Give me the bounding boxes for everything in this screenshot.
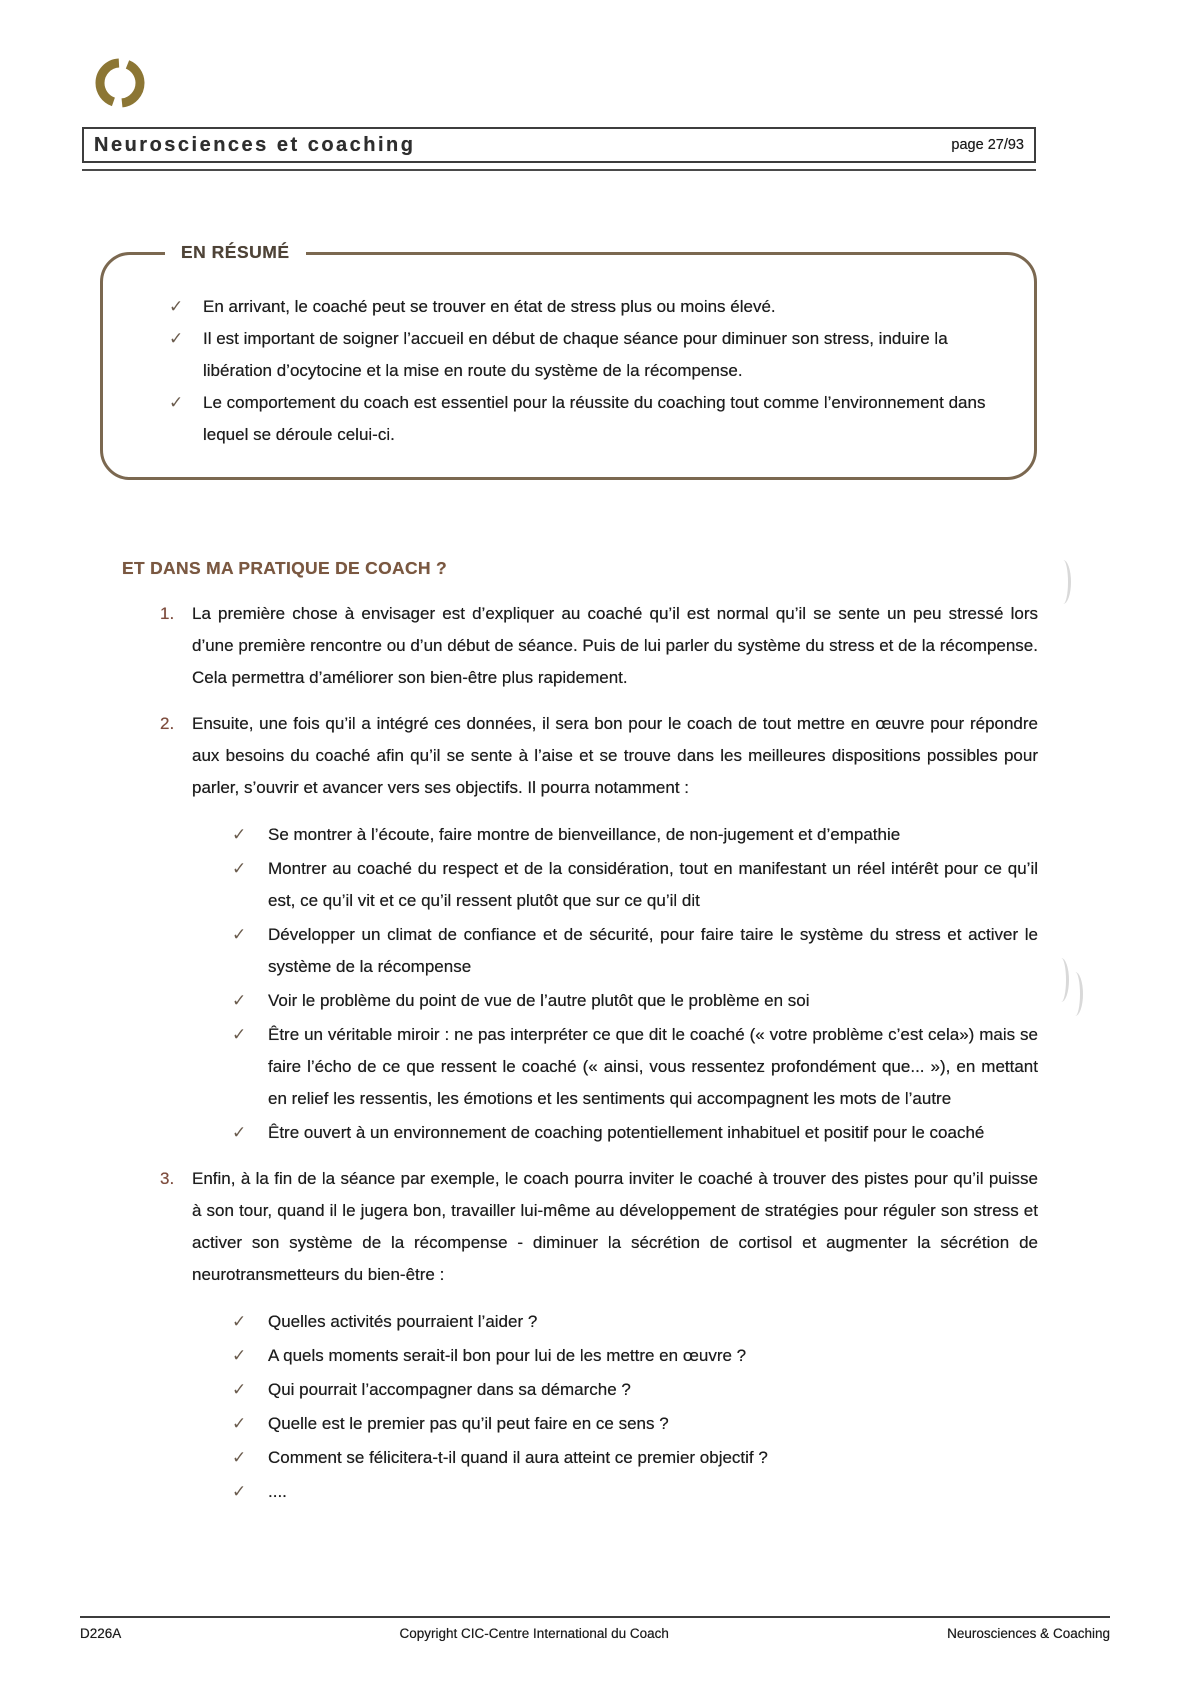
bullet-text: Voir le problème du point de vue de l’autre plutôt que le problème en soi [268,991,810,1010]
bullet-text: Quelle est le premier pas qu’il peut faire en ce sens ? [268,1414,669,1433]
step-1 [160,598,1038,694]
step-2-bullet-list [192,817,1038,1149]
bullet-item [232,1408,1038,1440]
step-number: 2. [160,714,175,733]
header-bar [82,127,1036,163]
bullet-text: A quels moments serait-il bon pour lui de les mettre en œuvre ? [268,1346,747,1365]
step-number: 3. [160,1169,175,1188]
section-heading: ET DANS MA PRATIQUE DE COACH ? [122,558,447,578]
summary-item-list [103,255,1034,451]
summary-box [100,242,1037,480]
bullet-text: Développer un climat de confiance et de sécurité, pour faire taire le système du stress et activer le système de la récompense [268,925,1038,976]
checkmark-icon: ✓ [169,297,184,316]
checkmark-icon: ✓ [232,1123,247,1142]
bullet-item [232,1476,1038,1508]
step-3 [160,1163,1038,1508]
footer-divider [80,1616,1110,1618]
header-divider [82,169,1036,171]
bullet-text: Qui pourrait l’accompagner dans sa démarche ? [268,1380,631,1399]
summary-item [169,323,1000,387]
checkmark-icon: ✓ [232,1346,247,1365]
bullet-item [232,853,1038,917]
summary-box-title: EN RÉSUMÉ [165,242,306,263]
bullet-text: Comment se félicitera-t-il quand il aura atteint ce premier objectif ? [268,1448,768,1467]
checkmark-icon: ✓ [232,1448,247,1467]
summary-item-text: Il est important de soigner l’accueil en début de chaque séance pour diminuer son stress, induire la libération d’ocytocine et la mise en route du système de la récompense. [203,329,948,380]
checkmark-icon: ✓ [232,825,247,844]
footer-course-name: Neurosciences & Coaching [947,1626,1110,1641]
bullet-text: Se montrer à l’écoute, faire montre de bienveillance, de non-jugement et d’empathie [268,825,901,844]
step-number: 1. [160,604,175,623]
summary-item-text: Le comportement du coach est essentiel pour la réussite du coaching tout comme l’environnement dans lequel se déroule celui-ci. [203,393,986,444]
bullet-text: Quelles activités pourraient l’aider ? [268,1312,538,1331]
footer-document-code: D226A [80,1626,122,1641]
bullet-text: Être un véritable miroir : ne pas interpréter ce que dit le coaché (« votre problème c’est cela») mais se faire l’écho de ce que ressent le coaché (« ainsi, vous ressentez profondément que... »), en mettant en relief les ressentis, les émotions et les sentiments qui accompagnent les mots de l’autre [268,1025,1038,1108]
bullet-item [232,919,1038,983]
bullet-item [232,1340,1038,1372]
bullet-item [232,1306,1038,1338]
numbered-step-list [160,598,1038,1508]
bullet-item [232,985,1038,1017]
summary-item [169,291,1000,323]
page-number-label: page 27/93 [951,137,1024,153]
step-text: La première chose à envisager est d’expliquer au coaché qu’il est normal qu’il se sente un peu stressé lors d’une première rencontre ou d’un début de séance. Puis de lui parler du système du stress et de la récompense. Cela permettra d’améliorer son bien-être plus rapidement. [192,604,1038,687]
checkmark-icon: ✓ [232,859,247,878]
summary-item-text: En arrivant, le coaché peut se trouver en état de stress plus ou moins élevé. [203,297,776,316]
bullet-item [232,819,1038,851]
bullet-item [232,1117,1038,1149]
bullet-item [232,1019,1038,1115]
checkmark-icon: ✓ [232,1312,247,1331]
scan-artifact [1056,958,1069,1002]
bullet-item [232,1442,1038,1474]
checkmark-icon: ✓ [232,1482,247,1501]
checkmark-icon: ✓ [232,991,247,1010]
step-text: Ensuite, une fois qu’il a intégré ces données, il sera bon pour le coach de tout mettre en œuvre pour répondre aux besoins du coaché afin qu’il se sente à l’aise et se trouve dans les meilleures dispositions possibles pour parler, s’ouvrir et avancer vers ses objectifs. Il pourra notamment : [192,714,1038,797]
summary-item [169,387,1000,451]
checkmark-icon: ✓ [232,1025,247,1044]
step-2 [160,708,1038,1149]
broken-ring-logo-icon [90,55,150,113]
checkmark-icon: ✓ [232,925,247,944]
bullet-text: Montrer au coaché du respect et de la considération, tout en manifestant un réel intérêt pour ce qu’il est, ce qu’il vit et ce qu’il ressent plutôt que sur ce qu’il dit [268,859,1038,910]
checkmark-icon: ✓ [232,1380,247,1399]
scan-artifact [1070,972,1083,1016]
bullet-text: Être ouvert à un environnement de coaching potentiellement inhabituel et positif pour le coaché [268,1123,985,1142]
scan-artifact [1058,560,1071,604]
step-text: Enfin, à la fin de la séance par exemple, le coach pourra inviter le coaché à trouver des pistes pour qu’il puisse à son tour, quand il le jugera bon, travailler lui-même au développement de stratégies pour réguler son stress et activer son système de la récompense - diminuer la sécrétion de cortisol et augmenter la sécrétion de neurotransmetteurs du bien-être : [192,1169,1038,1284]
footer [80,1626,1110,1641]
bullet-item [232,1374,1038,1406]
step-3-bullet-list [192,1304,1038,1508]
document-title: Neurosciences et coaching [94,133,416,156]
checkmark-icon: ✓ [169,393,184,412]
checkmark-icon: ✓ [169,329,184,348]
bullet-text: .... [268,1482,287,1501]
checkmark-icon: ✓ [232,1414,247,1433]
footer-copyright: Copyright CIC-Centre International du Coach [399,1626,669,1641]
